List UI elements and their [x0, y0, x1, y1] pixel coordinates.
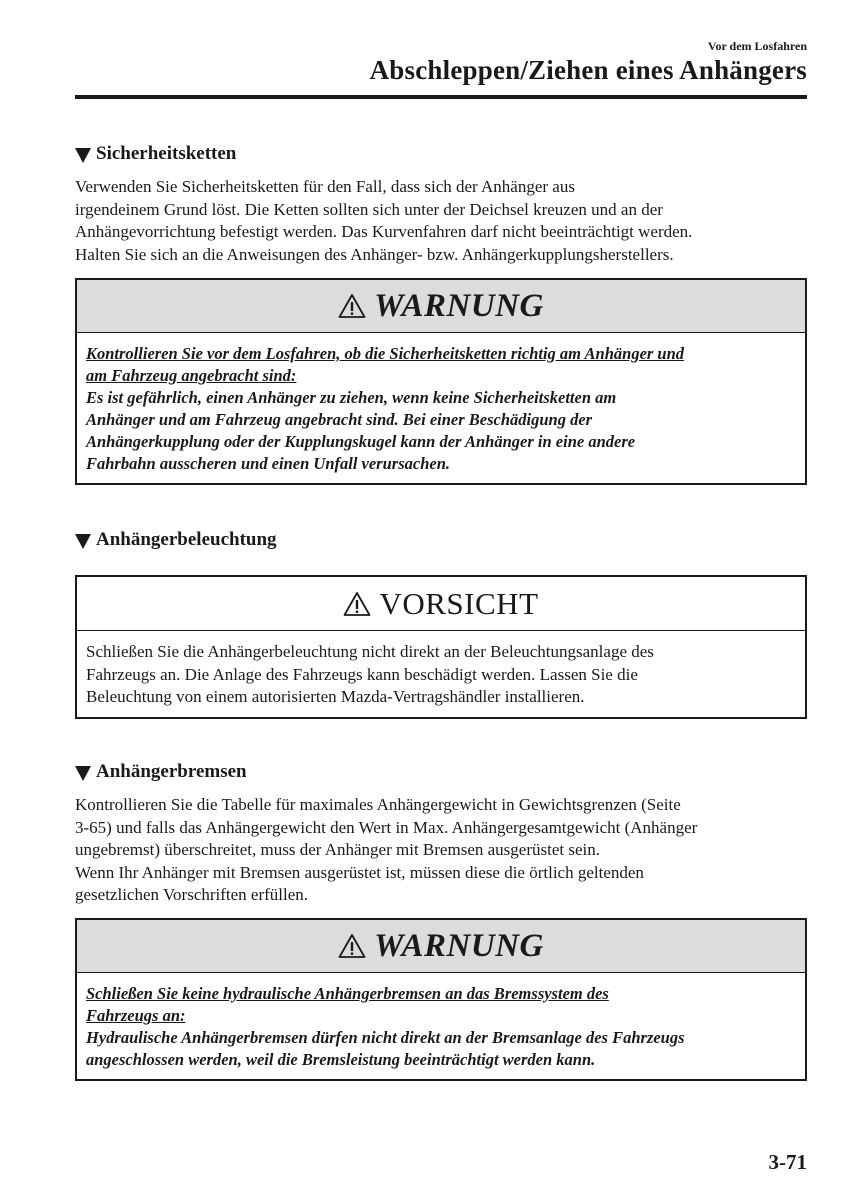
warning-header [77, 920, 805, 973]
warning-triangle-icon [338, 293, 366, 319]
page-title: Abschleppen/Ziehen eines Anhängers [369, 55, 807, 85]
paragraph-sicherheitsketten [75, 176, 807, 266]
paragraph-line: Verwenden Sie Sicherheitsketten für den Fall, dass sich der Anhänger aus [75, 177, 575, 196]
caution-text-line: Beleuchtung von einem autorisierten Mazda-Vertragshändler installieren. [86, 687, 585, 706]
warning-text-line: Hydraulische Anhängerbremsen dürfen nicht direkt an der Bremsanlage des Fahrzeugs [86, 1028, 685, 1047]
paragraph-line: Kontrollieren Sie die Tabelle für maximales Anhängergewicht in Gewichtsgrenzen (Seite [75, 795, 681, 814]
paragraph-line: Anhängevorrichtung befestigt werden. Das Kurvenfahren darf nicht beeinträchtigt werden. [75, 222, 693, 241]
section-heading-sicherheitsketten [75, 143, 236, 165]
warning-triangle-icon [343, 591, 371, 617]
warning-title: WARNUNG [374, 927, 544, 964]
section-heading-label: Anhängerbeleuchtung [96, 529, 277, 550]
triangle-bullet-icon [75, 534, 91, 549]
caution-body [77, 631, 805, 717]
warning-text-line: angeschlossen werden, weil die Bremsleistung beeinträchtigt werden kann. [86, 1050, 596, 1069]
caution-title: VORSICHT [379, 585, 539, 621]
warning-header [77, 280, 805, 333]
paragraph-line: ungebremst) überschreitet, muss der Anhänger mit Bremsen ausgerüstet sein. [75, 840, 600, 859]
warning-text-line: Anhängerkupplung oder der Kupplungskugel kann der Anhänger in eine andere [86, 432, 636, 451]
caution-text-line: Schließen Sie die Anhängerbeleuchtung nicht direkt an der Beleuchtungsanlage des [86, 642, 654, 661]
warning-triangle-icon [338, 933, 366, 959]
paragraph-line: Halten Sie sich an die Anweisungen des Anhänger- bzw. Anhängerkupplungsherstellers. [75, 244, 674, 264]
caution-text-line: Fahrzeugs an. Die Anlage des Fahrzeugs kann beschädigt werden. Lassen Sie die [86, 664, 638, 684]
warning-text-line: Fahrbahn ausscheren und einen Unfall verursachen. [86, 454, 450, 473]
warning-lead-line: am Fahrzeug angebracht sind: [86, 366, 297, 385]
paragraph-anhaengerbremsen [75, 794, 807, 907]
warning-title: WARNUNG [374, 287, 544, 324]
paragraph-line: irgendeinem Grund löst. Die Ketten sollten sich unter der Deichsel kreuzen und an der [75, 199, 663, 219]
paragraph-line: Wenn Ihr Anhänger mit Bremsen ausgerüstet ist, müssen diese die örtlich geltenden [75, 862, 644, 882]
chapter-label: Vor dem Losfahren [707, 39, 807, 53]
caution-box-lighting [75, 575, 807, 719]
warning-text-line: Anhänger und am Fahrzeug angebracht sind. Bei einer Beschädigung der [86, 410, 593, 429]
warning-body [77, 973, 805, 1079]
paragraph-line: 3-65) und falls das Anhängergewicht den Wert in Max. Anhängergesamtgewicht (Anhänger [75, 817, 698, 837]
section-heading-anhaengerbeleuchtung [75, 529, 277, 551]
caution-header [77, 577, 805, 631]
warning-box-chains [75, 278, 807, 485]
section-heading-label: Sicherheitsketten [96, 143, 237, 164]
warning-box-brakes [75, 918, 807, 1081]
paragraph-line: gesetzlichen Vorschriften erfüllen. [75, 885, 309, 904]
warning-lead-line: Kontrollieren Sie vor dem Losfahren, ob die Sicherheitsketten richtig am Anhänger und [86, 344, 685, 363]
warning-text-line: Es ist gefährlich, einen Anhänger zu ziehen, wenn keine Sicherheitsketten am [86, 388, 617, 407]
warning-body [77, 333, 805, 483]
section-heading-anhaengerbremsen [75, 761, 247, 783]
title-rule [75, 95, 807, 99]
warning-lead-line: Schließen Sie keine hydraulische Anhängerbremsen an das Bremssystem des [86, 984, 609, 1003]
section-heading-label: Anhängerbremsen [96, 761, 247, 782]
warning-lead-line: Fahrzeugs an: [86, 1006, 186, 1025]
page-number: 3-71 [768, 1150, 807, 1174]
triangle-bullet-icon [75, 148, 91, 163]
triangle-bullet-icon [75, 766, 91, 781]
